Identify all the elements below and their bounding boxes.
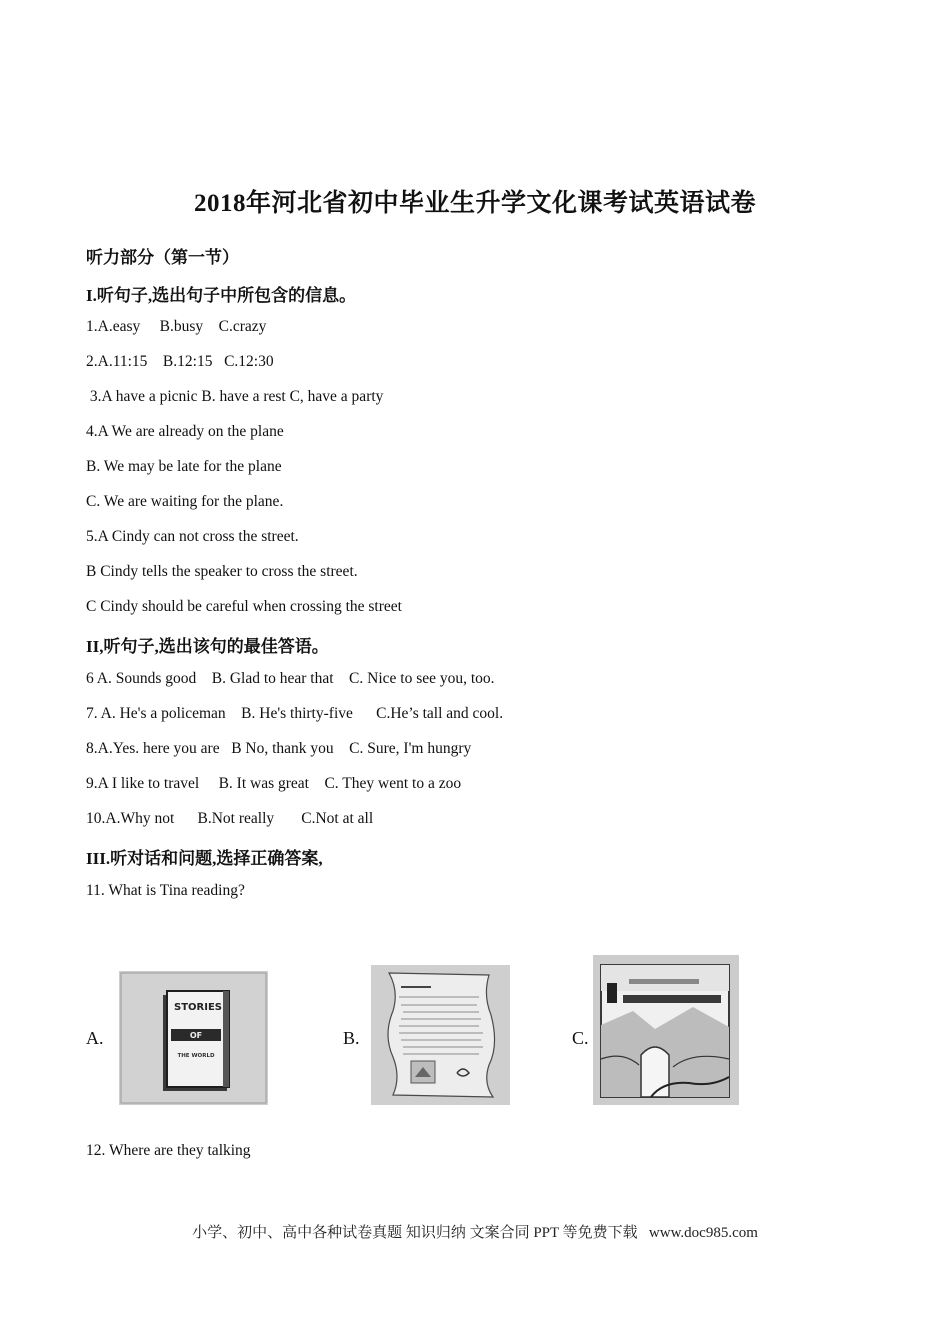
question-line: 5.A Cindy can not cross the street. [86,528,299,545]
question-line: C. We are waiting for the plane. [86,493,284,510]
part2-heading: II,听句子,选出该句的最佳答语。 [86,637,329,656]
question-line: 7. A. He's a policeman B. He's thirty-five C.He’s tall and cool. [86,705,504,722]
question-line: B. We may be late for the plane [86,458,282,475]
magazine-picture [593,955,739,1105]
newspaper-picture [371,965,510,1105]
question-line: 8.A.Yes. here you are B No, thank you C. Sure, I'm hungry [86,740,472,757]
option-c-label: C. [572,1028,589,1048]
question-line: 10.A.Why not B.Not really C.Not at all [86,810,374,827]
question-line: C Cindy should be careful when crossing the street [86,598,402,615]
option-a-label: A. [86,1028,104,1048]
page-footer: 小学、初中、高中各种试卷真题 知识归纳 文案合同 PPT 等免费下载 www.doc985.com [192,1225,758,1241]
question-12: 12. Where are they talking [86,1142,251,1159]
book-picture [119,971,268,1105]
question-line: 1.A.easy B.busy C.crazy [86,318,267,335]
question-line: 3.A have a picnic B. have a rest C, have a party [86,388,384,405]
svg-text:THE WORLD: THE WORLD [177,1053,215,1059]
question-line: 4.A We are already on the plane [86,423,284,440]
part1-heading: I.听句子,选出句子中所包含的信息。 [86,286,357,305]
svg-text:OF: OF [189,1031,203,1040]
page-title: 2018年河北省初中毕业生升学文化课考试英语试卷 [193,190,756,217]
section-label: 听力部分（第一节） [86,248,239,267]
question-line: 9.A I like to travel B. It was great C. They went to a zoo [86,775,462,792]
option-b-label: B. [343,1028,360,1048]
book-title-text: STORIES [174,1002,222,1013]
question-11: 11. What is Tina reading? [86,882,245,899]
part3-heading: III.听对话和问题,选择正确答案, [86,849,323,868]
question-line: 2.A.11:15 B.12:15 C.12:30 [86,353,274,370]
question-line: 6 A. Sounds good B. Glad to hear that C. Nice to see you, too. [86,670,495,687]
question-line: B Cindy tells the speaker to cross the street. [86,563,358,580]
